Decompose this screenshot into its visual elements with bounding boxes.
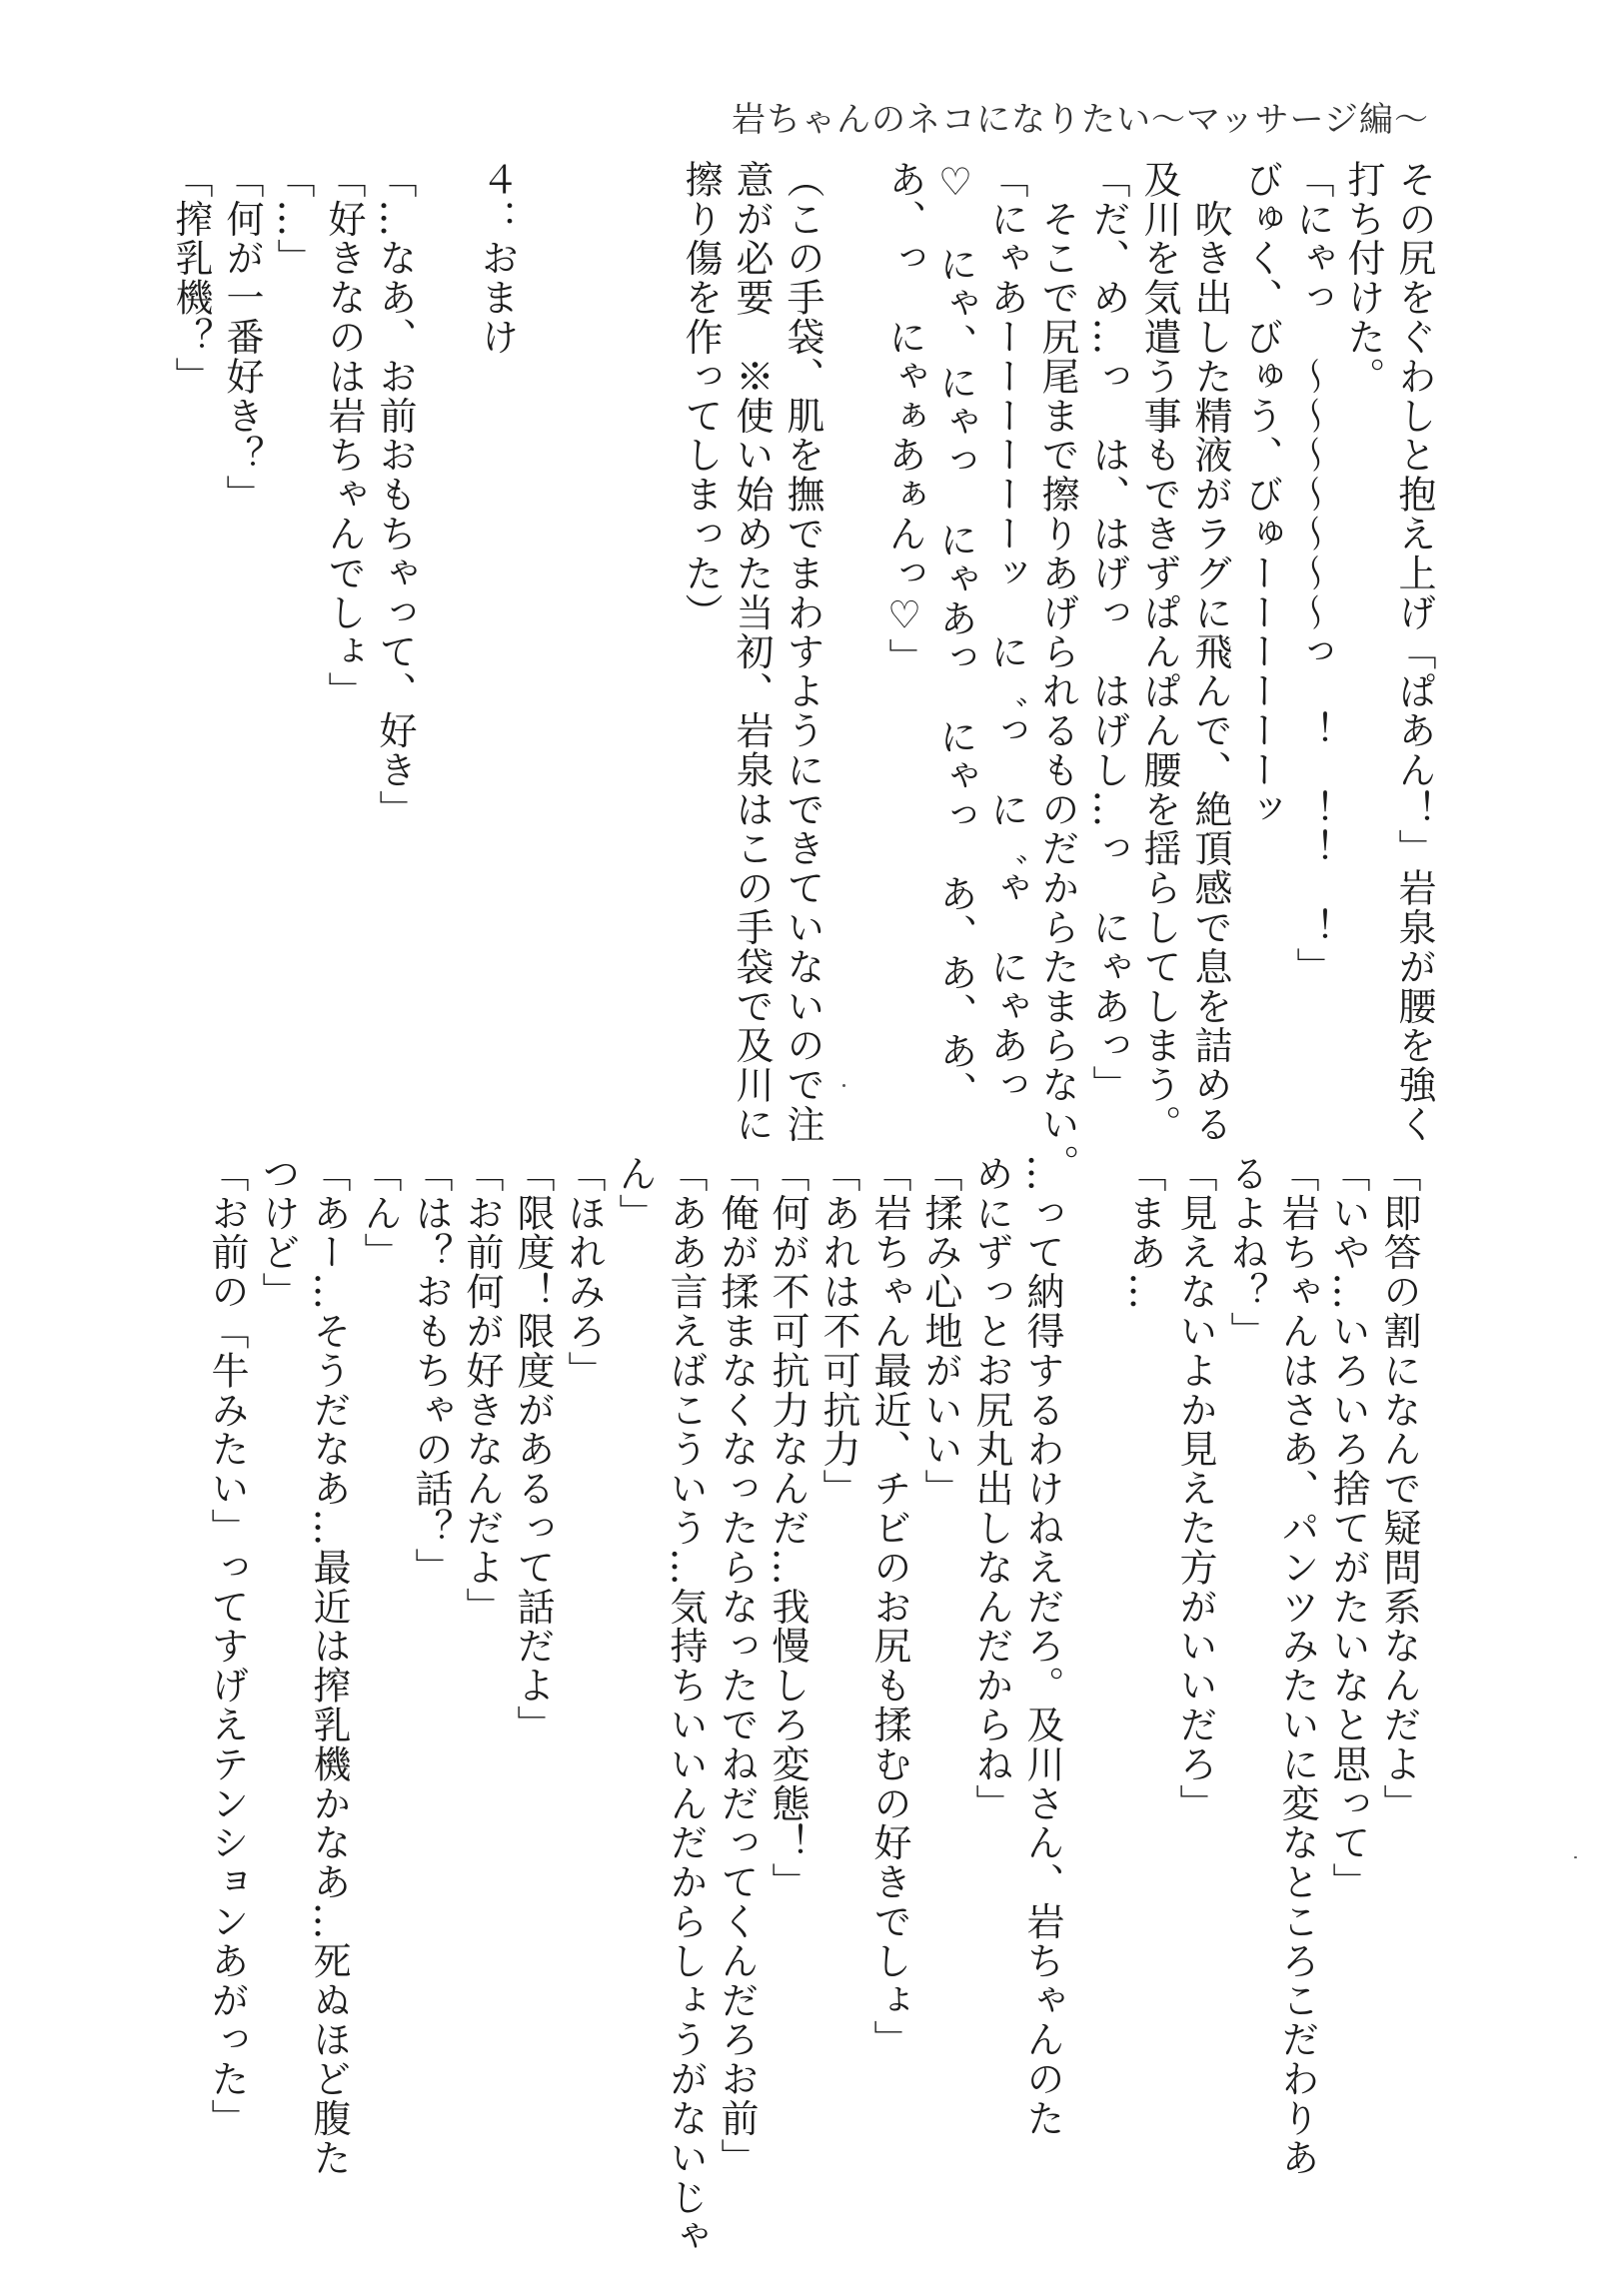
- text-line: 「何が一番好き？」: [220, 160, 264, 515]
- text-line: 「岩ちゃんはさあ、パンツみたいに変なところこだわりあ: [1275, 1154, 1319, 2178]
- text-line: 「にゃあーーーーーーッ に゛っ に゛ゃ にゃあっ: [984, 160, 1028, 1105]
- text-line: るよね？」: [1224, 1154, 1268, 1351]
- text-line: [420, 160, 471, 1183]
- text-line: …って納得するわけねえだろ。及川さん、岩ちゃんのた: [1020, 1154, 1064, 2138]
- text-line: めにずっとお尻丸出しなんだからね」: [969, 1154, 1013, 1823]
- text-line: 「お前の「牛みたい」ってすげえテンションあがった」: [205, 1154, 249, 2138]
- text-line: ♡ にゃ、にゃっ にゃあっ にゃっ あ、あ、あ、: [933, 160, 977, 1111]
- text-line: 及川を気遣う事もできずぱんぱん腰を揺らしてしまう。: [1137, 160, 1181, 1144]
- text-line: 「好きなのは岩ちゃんでしょ」: [322, 160, 366, 711]
- text-line: 「搾乳機？」: [169, 160, 213, 397]
- text-line: [827, 160, 878, 1183]
- text-line: びゅく、びゅう、びゅーーーーーーッ: [1239, 160, 1283, 829]
- text-line: [522, 160, 573, 1183]
- text-line: [573, 160, 624, 1183]
- text-block-top: [165, 160, 1439, 1183]
- text-line: 「…」: [271, 160, 315, 279]
- text-line: 「あれは不可抗力」: [816, 1154, 860, 1509]
- text-line: （この手袋、肌を撫でまわすようにできていないので注: [781, 160, 824, 1144]
- text-line: 擦り傷を作ってしまった）: [679, 160, 723, 632]
- text-line: 「岩ちゃん最近、チビのお尻も揉むの好きでしょ」: [867, 1154, 911, 2060]
- running-header: 岩ちゃんのネコになりたい〜マッサージ編〜: [732, 100, 1429, 140]
- text-line: 意が必要 ※使い始めた当初、岩泉はこの手袋で及川に: [730, 160, 774, 1144]
- text-line: 吹き出した精液がラグに飛んで、絶頂感で息を詰める: [1188, 160, 1232, 1144]
- text-line: 「…なあ、お前おもちゃって、好き」: [373, 160, 417, 829]
- text-line: 「は？おもちゃの話？」: [409, 1154, 453, 1588]
- text-line: 「まあ…: [1122, 1154, 1166, 1312]
- scan-speck: [842, 1084, 845, 1087]
- text-line: 「ん」: [358, 1154, 402, 1273]
- text-line: 「何が不可抗力なんだ…我慢しろ変態！」: [766, 1154, 809, 1902]
- text-line: 「いや…いろいろ捨てがたいなと思って」: [1326, 1154, 1370, 1902]
- text-line: ん」: [613, 1154, 657, 1233]
- text-line: 「あー…そうだなあ…最近は搾乳機かなあ…死ぬほど腹た: [307, 1154, 351, 2178]
- text-line: 「だ、め…っ は、はげっ はげし…っ にゃあっ」: [1086, 160, 1130, 1105]
- text-line: 打ち付けた。: [1341, 160, 1385, 397]
- text-line: そこで尻尾まで擦りあげられるものだからたまらない。: [1035, 160, 1079, 1184]
- text-line: その尻をぐわしと抱え上げ「ぱあん！」岩泉が腰を強く: [1392, 160, 1436, 1144]
- text-line: 「即答の割になんで疑問系なんだよ」: [1377, 1154, 1421, 1823]
- text-line: つけど」: [256, 1154, 300, 1312]
- text-line: ４：おまけ: [475, 160, 519, 357]
- text-line: [624, 160, 675, 1183]
- text-line: 「限度！限度があるって話だよ」: [511, 1154, 555, 1744]
- text-line: 「ああ言えばこういう…気持ちいいんだからしょうがないじゃ: [664, 1154, 708, 2257]
- text-line: あ、っ にゃぁあぁんっ♡」: [882, 160, 926, 678]
- text-block-bottom: [201, 1154, 1424, 2256]
- text-line: 「俺が揉まなくなったらなったでねだってくんだろお前」: [715, 1154, 759, 2178]
- text-line: 「揉み心地がいい」: [918, 1154, 962, 1509]
- text-line: 「お前何が好きなんだよ」: [460, 1154, 504, 1627]
- text-line: 「にゃっ 〜〜〜〜〜〜〜っ ！ ！！ ！」: [1290, 160, 1334, 987]
- scan-speck: [1574, 1856, 1577, 1858]
- text-line: 「見えないよか見えた方がいいだろ」: [1173, 1154, 1217, 1823]
- text-line: [1067, 1154, 1118, 2256]
- text-line: 「ほれみろ」: [562, 1154, 606, 1391]
